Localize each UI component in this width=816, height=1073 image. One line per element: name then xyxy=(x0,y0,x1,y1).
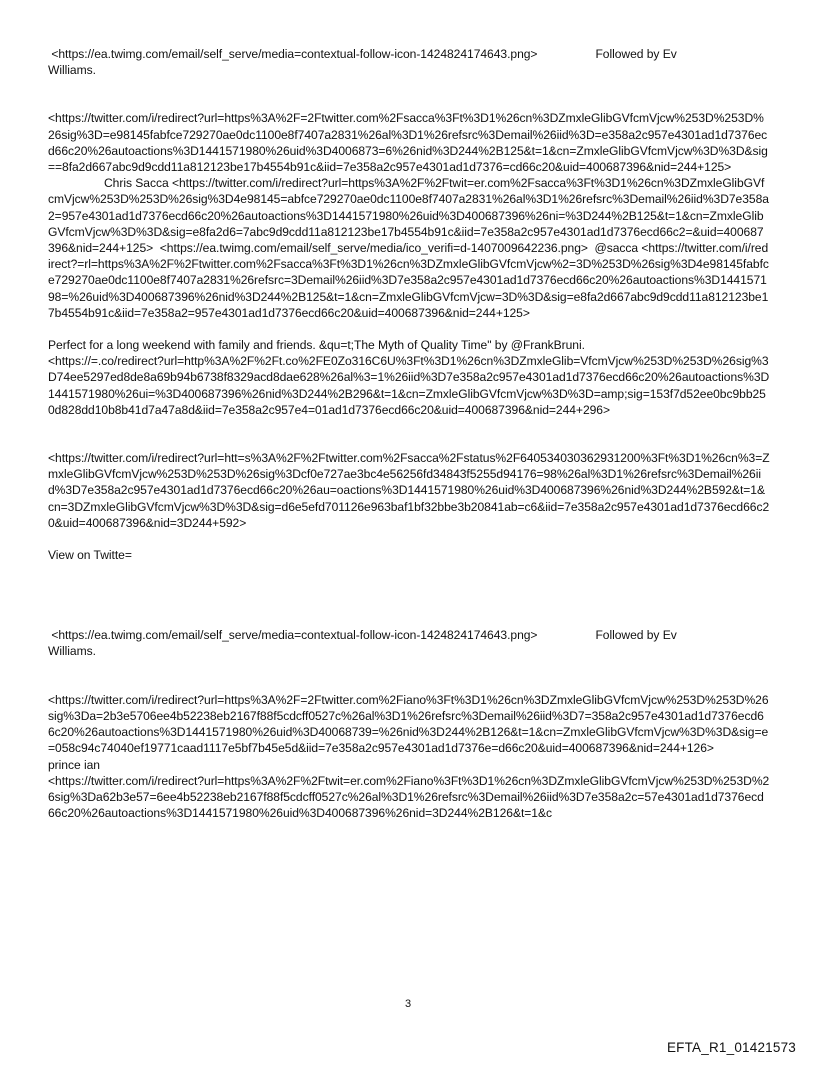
view-on-twitter-link[interactable]: View on Twitte= xyxy=(48,548,132,563)
bates-number: EFTA_R1_01421573 xyxy=(666,1040,796,1055)
follow-block xyxy=(48,46,770,78)
tweet-text: Perfect for a long weekend with family and friends. &qu=t;The Myth of Quality Time" by @FrankBruni. xyxy=(48,338,585,353)
page-number: 3 xyxy=(404,998,412,1010)
user-redirect-link[interactable]: <https://twitter.com/i/redirect?url=https%3A%2F=2Ftwitter.com%2Fsacca%3Ft%3D1%26cn%3DZmxleGlibGVfcmVjcw%253D%253D%26sig%3D=e98145fabfce729270ae0dc1100e8f7407a2831%26al%3D1%26refsrc%3Demail%26iid%3D=e358a2c957e4301ad1d7376ecd66c20%26autoactions%3D1441571980%26uid%3D4006873=6%26nid%3D244%2B125&t=1&cn=ZmxleGlibGVfcmVjcw%3D%3D&sig==8fa2d667abc9d9cdd11a812123be17b4554b91c&iid=7e358a2c957e4301ad1d7376=cd66c20&uid=400687396&nid=244+125> xyxy=(48,111,768,175)
email-body xyxy=(48,46,770,821)
followed-by-text-cont: Williams. xyxy=(48,63,96,78)
user-redirect-link[interactable]: <https://twitter.com/i/redirect?url=https%3A%2F%2Ftwit=er.com%2Fsacca%3Ft%3D1%26cn%3DZmxleGlibGVfcmVjcw%253D%253D%26sig%3D4e98145=abfce729270ae0dc1100e8f7407a2831%26al%3D1%26refsrc%3Demail%26iid%3D7e358a2=957e4301ad1d7376ecd66c20%26autoactions%3D1441571980%26uid%3D400687396%26ni=%3D244%2B125&t=1&cn=ZmxleGlibGVfcmVjcw%3D%3D&sig=e8fa2d6=7abc9d9cdd11a812123be17b4554b91c&iid=7e358a2c957e4301ad1d7376ecd66c2=&uid=400687396&nid=244+125> xyxy=(48,176,769,256)
user-redirect-link[interactable]: <https://twitter.com/i/redirect?url=https%3A%2F=2Ftwitter.com%2Fiano%3Ft%3D1%26cn%3DZmxleGlibGVfcmVjcw%253D%253D%26sig%3Da=2b3e5706ee4b52238eb2167f88f5cdcff0527c%26al%3D1%26refsrc%3Demail%26iid%3D7=358a2c957e4301ad1d7376ecd66c20%26autoactions%3D1441571980%26uid%3D40068739=%26nid%3D244%2B126&t=1&cn=ZmxleGlibGVfcmVjcw%3D%3D&sig=e=058c94c74040ef19771caad1117e5bf7b45e5d&iid=7e358a2c957e4301ad1d7376e=d66c20&uid=400687396&nid=244+126> xyxy=(48,692,769,756)
user-handle[interactable]: @sacca xyxy=(594,241,639,256)
follow-block xyxy=(48,627,770,659)
user-redirect-link[interactable]: <https://twitter.com/i/redirect?url=https%3A%2F%2Ftwit=er.com%2Fiano%3Ft%3D1%26cn%3DZmxleGlibGVfcmVjcw%253D%253D%26sig%3Da62b3e57=6ee4b52238eb2167f88f5cdcff0527c%26al%3D1%26refsrc%3Demail%26iid%3D7e358a2c=57e4301ad1d7376ecd66c20%26autoactions%3D1441571980%26uid%3D400687396%26nid=3D244%2B126&t=1&c xyxy=(48,773,770,821)
user-display-name: Chris Sacca xyxy=(104,176,169,191)
user-block xyxy=(48,110,770,321)
user-block xyxy=(48,692,770,822)
follow-icon-url: <https://ea.twimg.com/email/self_serve/media=contextual-follow-icon-1424824174643.png> xyxy=(51,47,538,61)
verified-icon-url: <https://ea.twimg.com/email/self_serve/media/ico_verifi=d-1407009642236.png> xyxy=(159,241,588,256)
status-link[interactable]: <https://twitter.com/i/redirect?url=htt=s%3A%2F%2Ftwitter.com%2Fsacca%2Fstatus%2F640534030362931200%3Ft%3D1%26cn%3=ZmxleGlibGVfcmVjcw%253D%253D%26sig%3Dcf0e727ae3bc4e56256fd34843f5255d94176=98%26al%3D1%26refsrc%3Demail%26iid%3D7e358a2c957e4301ad1d7376ecd66c20%26au=oactions%3D1441571980%26uid%3D400687396%26nid%3D244%2B592&t=1&cn=3DZmxleGlibGVfcmVjcw%3D%3D&sig=d6e5efd701126e963baf1bf32bbe3b20841ab=c6&iid=7e358a2c957e4301ad1d7376ecd66c20&uid=400687396&nid=3D244+592> xyxy=(48,451,770,530)
status-block xyxy=(48,450,770,531)
tweet-block xyxy=(48,337,770,418)
followed-by-text: Followed by Ev xyxy=(595,47,677,61)
tweet-link[interactable]: <https://=.co/redirect?url=http%3A%2F%2Ft.co%2FE0Zo316C6U%3Ft%3D1%26cn%3DZmxleGlib=VfcmVjcw%253D%253D%26sig%3D74ee5297ed8de8a69b94b6738f8329acd8dae628%26al%3=1%26iid%3D7e358a2c957e4301ad1d7376ecd66c20%26autoactions%3D1441571980%26ui=%3D400687396%26nid%3D244%2B296&t=1&cn=ZmxleGlibGVfcmVjcw%3D%3D=amp;sig=153f7d52ee0bc9bb250d828dd10b8b41d7a47a8d&iid=7e358a2c957e4=01ad1d7376ecd66c20&uid=400687396&nid=244+296> xyxy=(48,354,770,417)
follow-icon-url: <https://ea.twimg.com/email/self_serve/media=contextual-follow-icon-1424824174643.png> xyxy=(51,628,538,643)
user-display-name: prince ian xyxy=(48,757,100,772)
followed-by-text: Followed by Ev xyxy=(595,628,677,643)
followed-by-text-cont: Williams. xyxy=(48,644,96,659)
user-redirect-link[interactable]: <https://twitter.com/i/redirect?=rl=https%3A%2F%2Ftwitter.com%2Fsacca%3Ft%3D1%26cn%3DZmxleGlibGVfcmVjcw%2=3D%253D%26sig%3D4e98145fabfce729270ae0dc1100e8f7407a2831%26refsrc=3Demail%26iid%3D7e358a2c957e4301ad1d7376ecd66c20%26autoactions%3D144157198=%26uid%3D400687396%26nid%3D244%2B125&t=1&cn=ZmxleGlibGVfcmVjcw=3D%3D&sig=e8fa2d667abc9d9cdd11a812123be17b4554b91c&iid=7e358a2=957e4301ad1d7376ecd66c20&uid=400687396&nid=244+125> xyxy=(48,241,769,320)
